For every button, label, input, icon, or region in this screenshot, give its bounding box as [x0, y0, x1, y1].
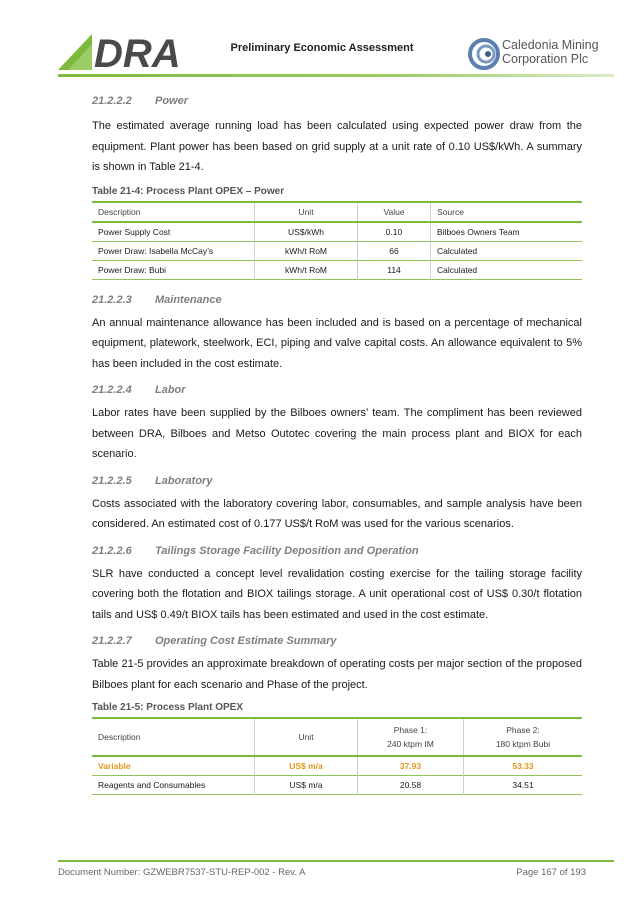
section-heading-maintenance	[92, 294, 582, 306]
col-unit: Unit	[255, 202, 358, 222]
cell: 0.10	[358, 222, 431, 242]
table-row	[92, 776, 582, 795]
cell: 114	[358, 260, 431, 279]
section-title: Maintenance	[155, 293, 222, 306]
section-heading-labor	[92, 384, 582, 396]
footer-rule	[58, 860, 614, 862]
table-row-variable	[92, 756, 582, 776]
col-description: Description	[98, 206, 141, 217]
page-header	[0, 0, 644, 80]
phase-2-label: Phase 2:	[506, 725, 540, 735]
table-row	[92, 241, 582, 260]
cell: 20.58	[358, 776, 464, 795]
cell: kWh/t RoM	[255, 241, 358, 260]
section-title: Labor	[155, 384, 186, 396]
section-heading-power	[92, 95, 582, 107]
section-title: Tailings Storage Facility Deposition and Operation	[155, 544, 419, 557]
partner-name-line2: Corporation Plc	[502, 52, 589, 66]
table-row	[92, 260, 582, 279]
labor-paragraph: Labor rates have been supplied by the Bilboes owners’ team. The compliment has been reviewed between DRA, Bilboes and Metso Outotec covering the main process plant and BIOX for each scenario.	[92, 407, 582, 460]
cell: Bilboes Owners Team	[431, 222, 583, 242]
phase-2-capacity: 180 ktpm Bubi	[495, 739, 551, 749]
partner-name-line1: Caledonia Mining	[502, 38, 599, 52]
power-paragraph: The estimated average running load has been calculated using expected power draw from the equipment. Plant power has been based on grid supply at a unit rate of 0.10 US$/kWh. A summary is shown in Table 21-4.	[92, 120, 582, 173]
cell: US$/kWh	[255, 222, 358, 242]
cell: 53.33	[463, 756, 582, 776]
power-table	[92, 201, 582, 280]
table-21-5-caption: Table 21-5: Process Plant OPEX	[92, 702, 243, 713]
cell: Power Draw: Isabella McCay’s	[98, 245, 214, 256]
section-heading-laboratory	[92, 475, 582, 487]
cell: Reagents and Consumables	[98, 780, 206, 790]
cell: US$ m/a	[255, 756, 358, 776]
summary-paragraph: Table 21-5 provides an approximate breakdown of operating costs per major section of the proposed Bilboes plant for each scenario and Phase of the project.	[92, 658, 582, 691]
section-heading-tailings	[92, 545, 582, 557]
section-number: 21.2.2.2	[92, 95, 132, 107]
maintenance-paragraph: An annual maintenance allowance has been included and is based on a percentage of mechanical equipment, platework, steelwork, ECI, piping and valve capital costs. An allowance equivalent to 5% has been included in the cost estimate.	[92, 316, 582, 370]
page-number: Page 167 of 193	[516, 867, 586, 878]
cell: Power Supply Cost	[98, 226, 171, 237]
cell: Calculated	[431, 241, 583, 260]
table-row	[92, 222, 582, 242]
page-content	[92, 90, 582, 795]
col-description: Description	[98, 732, 141, 742]
col-source: Source	[431, 202, 583, 222]
cell: kWh/t RoM	[255, 260, 358, 279]
cell: Calculated	[431, 260, 583, 279]
table-21-4-caption: Table 21-4: Process Plant OPEX – Power	[92, 185, 285, 197]
phase-1-capacity: 240 ktpm IM	[387, 739, 434, 749]
col-phase-2	[463, 718, 582, 756]
section-number: 21.2.2.6	[92, 544, 132, 557]
section-number: 21.2.2.5	[92, 474, 132, 487]
col-unit: Unit	[255, 718, 358, 756]
document-number: Document Number: GZWEBR7537-STU-REP-002 - Rev. A	[58, 867, 306, 878]
section-title: Power	[155, 95, 189, 107]
laboratory-paragraph: Costs associated with the laboratory covering labor, consumables, and sample analysis have been considered. An estimated cost of 0.177 US$/t RoM was used for the various scenarios.	[92, 497, 582, 530]
tailings-paragraph: SLR have conducted a concept level revalidation costing exercise for the tailing storage facility covering both the flotation and BIOX tailings storage. A unit operational cost of US$ 0.30/t flotation tails and US$ 0.49/t BIOX tails has been estimated and used in the cost estimate.	[92, 567, 582, 621]
dra-logo-text: DRA	[94, 34, 181, 70]
table-header-row	[92, 718, 582, 756]
header-rule	[58, 74, 614, 77]
header-title: Preliminary Economic Assessment	[230, 42, 414, 54]
opex-table	[92, 717, 582, 795]
cell: 34.51	[463, 776, 582, 795]
phase-1-label: Phase 1:	[393, 725, 428, 735]
col-value: Value	[358, 202, 431, 222]
section-title: Operating Cost Estimate Summary	[155, 635, 337, 647]
cell: US$ m/a	[255, 776, 358, 795]
caledonia-emblem-icon	[468, 37, 500, 71]
cell: Variable	[98, 761, 131, 771]
section-heading-summary	[92, 635, 582, 647]
caledonia-logo	[468, 37, 608, 71]
section-title: Laboratory	[155, 474, 213, 487]
col-phase-1	[358, 718, 464, 756]
cell: 37.93	[358, 756, 464, 776]
section-number: 21.2.2.3	[92, 293, 132, 306]
section-number: 21.2.2.4	[92, 384, 132, 396]
section-number: 21.2.2.7	[92, 635, 132, 647]
cell: 66	[358, 241, 431, 260]
cell: Power Draw: Bubi	[98, 264, 167, 275]
table-header-row	[92, 202, 582, 222]
